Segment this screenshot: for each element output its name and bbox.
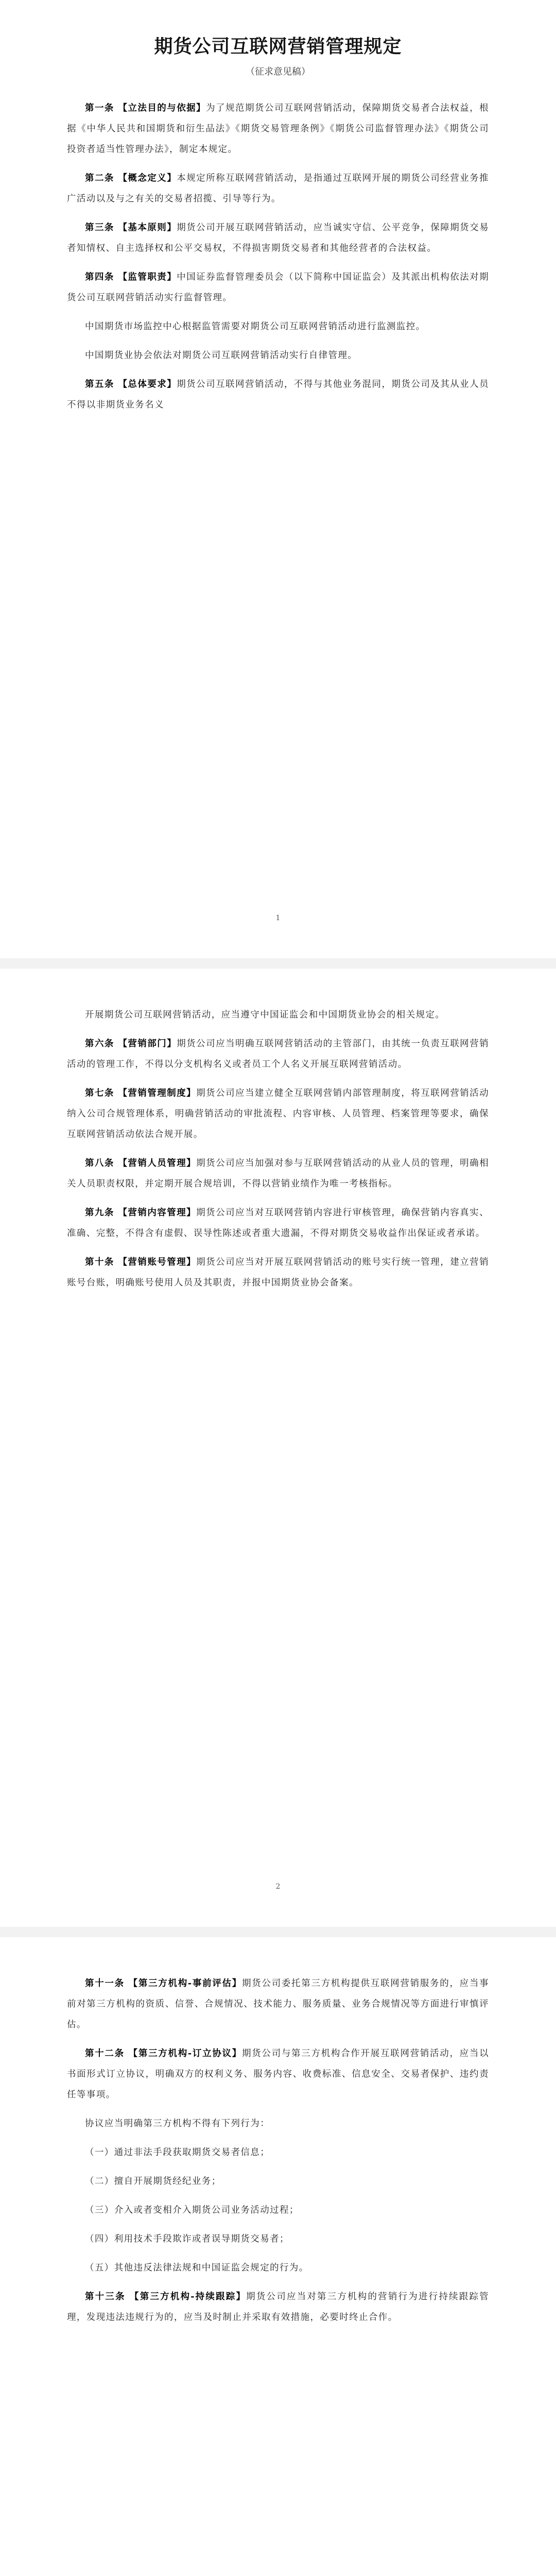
article-heading: 第七条 【营销管理制度】 [85, 1088, 197, 1098]
article-heading: 第八条 【营销人员管理】 [85, 1158, 197, 1168]
article-heading: 第四条 【监管职责】 [85, 272, 177, 282]
article-paragraph [67, 1202, 489, 1244]
article-paragraph [67, 1252, 489, 1293]
article-text: （三）介入或者变相介入期货公司业务活动过程； [85, 2205, 299, 2215]
page-body [67, 98, 489, 423]
article-paragraph [67, 1973, 489, 2035]
article-paragraph [67, 168, 489, 209]
article-text: （四）利用技术手段欺诈或者误导期货交易者； [85, 2234, 289, 2244]
article-paragraph [67, 345, 489, 366]
article-heading: 第九条 【营销内容管理】 [85, 1208, 197, 1218]
article-heading: 第三条 【基本原则】 [85, 223, 177, 233]
article-paragraph [67, 1005, 489, 1025]
article-text: （二）擅自开展期货经纪业务； [85, 2176, 221, 2187]
article-paragraph [67, 2229, 489, 2249]
article-text: 本规定所称互联网营销活动，是指通过互联网开展的期货公司经营业务推广活动以及与之有关的交易者招揽、引导等行为。 [67, 173, 489, 204]
article-paragraph [67, 2200, 489, 2221]
article-paragraph [67, 98, 489, 160]
article-paragraph [67, 1153, 489, 1194]
article-heading: 第十二条 【第三方机构-订立协议】 [85, 2048, 242, 2059]
document-page-2 [0, 969, 556, 1927]
page-body [67, 1005, 489, 1301]
article-paragraph [67, 2258, 489, 2278]
article-text: 协议应当明确第三方机构不得有下列行为： [85, 2119, 270, 2129]
article-paragraph [67, 2286, 489, 2328]
article-paragraph [67, 267, 489, 308]
article-text: 期货公司互联网营销活动，不得与其他业务混同，期货公司及其从业人员不得以非期货业务名义 [67, 379, 489, 410]
article-text: （一）通过非法手段获取期货交易者信息； [85, 2147, 270, 2158]
article-text: 期货公司与第三方机构合作开展互联网营销活动，应当以书面形式订立协议，明确双方的权利义务、服务内容、收费标准、信息安全、交易者保护、违约责任等事项。 [67, 2048, 490, 2100]
article-paragraph [67, 217, 489, 259]
article-paragraph [67, 1083, 489, 1145]
article-text: 期货公司应当加强对参与互联网营销活动的从业人员的管理，明确相关人员职责权限，并定期开展合规培训，不得以营销业绩作为唯一考核指标。 [67, 1158, 489, 1189]
article-text: 期货公司应当明确互联网营销活动的主管部门，由其统一负责互联网营销活动的管理工作，不得以分支机构名义或者员工个人名义开展互联网营销活动。 [67, 1039, 489, 1070]
article-paragraph [67, 2113, 489, 2134]
article-heading: 第六条 【营销部门】 [85, 1039, 177, 1049]
article-paragraph [67, 2043, 489, 2105]
document-page-3 [0, 1937, 556, 2576]
page-separator [0, 1927, 556, 1937]
article-text: 开展期货公司互联网营销活动，应当遵守中国证监会和中国期货业协会的相关规定。 [85, 1010, 445, 1020]
article-paragraph [67, 1033, 489, 1075]
article-paragraph [67, 316, 489, 337]
document-title: 期货公司互联网营销管理规定 [154, 36, 402, 57]
article-heading: 第五条 【总体要求】 [85, 379, 177, 389]
article-heading: 第十三条 【第三方机构-持续跟踪】 [85, 2292, 247, 2302]
article-text: 期货公司应当对互联网营销内容进行审核管理，确保营销内容真实、准确、完整，不得含有虚假、误导性陈述或者重大遗漏，不得对期货交易收益作出保证或者承诺。 [67, 1208, 489, 1239]
article-text: （五）其他违反法律法规和中国证监会规定的行为。 [85, 2263, 309, 2273]
article-paragraph [67, 2142, 489, 2163]
document-page-1 [0, 0, 556, 958]
article-text: 中国证券监督管理委员会（以下简称中国证监会）及其派出机构依法对期货公司互联网营销活动实行监督管理。 [67, 272, 489, 303]
article-paragraph [67, 2171, 489, 2192]
article-paragraph [67, 374, 489, 415]
article-heading: 第二条 【概念定义】 [85, 173, 177, 183]
page-number: 1 [275, 914, 281, 922]
article-text: 中国期货市场监控中心根据监管需要对期货公司互联网营销活动进行监测监控。 [85, 321, 426, 332]
article-text: 期货公司应当对第三方机构的营销行为进行持续跟踪管理，发现违法违规行为的，应当及时制止并采取有效措施，必要时终止合作。 [67, 2292, 490, 2323]
page-body [67, 1973, 489, 2336]
document-subtitle: （征求意见稿） [246, 66, 310, 77]
article-text: 为了规范期货公司互联网营销活动，保障期货交易者合法权益，根据《中华人民共和国期货和衍生品法》《期货交易管理条例》《期货公司监督管理办法》《期货公司投资者适当性管理办法》，制定本规定。 [67, 103, 489, 155]
article-text: 期货公司应当对开展互联网营销活动的账号实行统一管理，建立营销账号台账，明确账号使用人员及其职责，并报中国期货业协会备案。 [67, 1257, 489, 1288]
page-separator [0, 958, 556, 969]
article-heading: 第十条 【营销账号管理】 [85, 1257, 197, 1267]
article-text: 期货公司应当建立健全互联网营销内部管理制度，将互联网营销活动纳入公司合规管理体系，明确营销活动的审批流程、内容审核、人员管理、档案管理等要求，确保互联网营销活动依法合规开展。 [67, 1088, 489, 1140]
article-heading: 第十一条 【第三方机构-事前评估】 [85, 1978, 242, 1989]
article-heading: 第一条 【立法目的与依据】 [85, 103, 206, 113]
page-number: 2 [275, 1883, 281, 1891]
article-text: 期货公司委托第三方机构提供互联网营销服务的，应当事前对第三方机构的资质、信誉、合规情况、技术能力、服务质量、业务合规情况等方面进行审慎评估。 [67, 1978, 490, 2030]
article-text: 中国期货业协会依法对期货公司互联网营销活动实行自律管理。 [85, 350, 358, 361]
article-text: 期货公司开展互联网营销活动，应当诚实守信、公平竞争，保障期货交易者知情权、自主选择权和公平交易权，不得损害期货交易者和其他经营者的合法权益。 [67, 223, 489, 253]
